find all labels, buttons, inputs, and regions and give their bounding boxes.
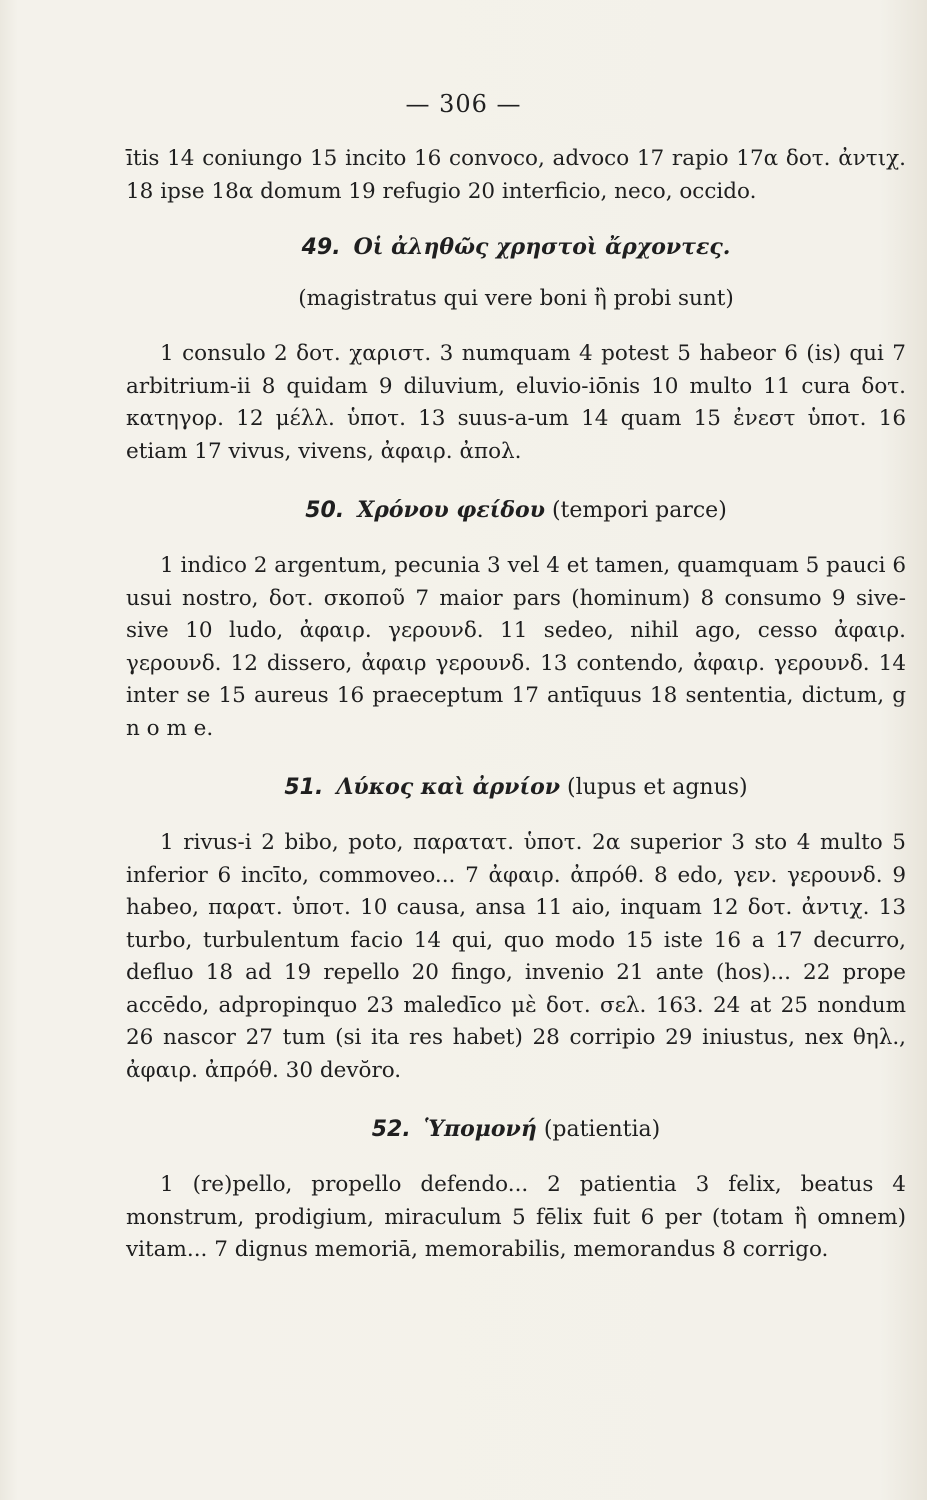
section-49-body: 1 consulo 2 δοτ. χαριστ. 3 numquam 4 potest 5 habeor 6 (is) qui 7 arbitrium-ii 8 quidam 9 diluvium, eluvio-iōnis 10 multo 11 cura δοτ. κατηγορ. 12 μέλλ. ὑποτ. 13 suus-a-um 14 quam 15 ἐνεστ ὑποτ. 16 etiam 17 vivus, vivens, ἀφαιρ. ἀπολ. [126,341,906,464]
section-latin-title: (lupus et agnus) [567,775,748,800]
section-number: 50. [305,498,345,523]
page-number: — 306 — [405,90,522,118]
spacer [126,208,906,231]
page-content [126,143,906,1267]
spacer [126,468,906,494]
section-greek-title: Οἱ ἀληθῶς χρηστοὶ ἄρχοντες. [353,234,731,260]
section-52-heading [126,1113,906,1146]
spacer [126,804,906,827]
section-51-body: 1 rivus-i 2 bibo, poto, παρατατ. ὑποτ. 2α superior 3 sto 4 multo 5 inferior 6 incīto, commoveo... 7 ἀφαιρ. ἀπρόθ. 8 edo, γεν. γερουνδ. 9 habeo, παρατ. ὑποτ. 10 causa, ansa 11 aio, inquam 12 δοτ. ἀντιχ. 13 turbo, turbulentum facio 14 qui, quo modo 15 iste 16 a 17 decurro, defluo 18 ad 19 repello 20 fingo, invenio 21 ante (hos)... 22 prope accēdo, adpropinquo 23 maledīco μὲ δοτ. σελ. 163. 24 at 25 nondum 26 nascor 27 tum (si ita res habet) 28 corripio 29 iniustus, nex θηλ., ἀφαιρ. ἀπρόθ. 30 devŏro. [126,830,906,1083]
spacer [126,745,906,771]
section-50-heading [126,494,906,527]
section-latin-title: (patientia) [543,1117,661,1142]
section-51-heading [126,771,906,804]
section-49-heading [126,231,906,264]
section-number: 49. [301,235,341,260]
spacer [126,315,906,338]
spacer [126,1087,906,1113]
intro-paragraph: ītis 14 coniungo 15 incito 16 convoco, advoco 17 rapio 17α δοτ. ἀντιχ. 18 ipse 18α domum 19 refugio 20 interficio, neco, occido. [126,146,906,204]
section-52-body: 1 (re)pello, propello defendo... 2 patientia 3 felix, beatus 4 monstrum, prodigium, miraculum 5 fēlix fuit 6 per (totam ἢ omnem) vitam... 7 dignus memoriā, memorabilis, memorandus 8 corrigo. [126,1172,906,1262]
section-50-body: 1 indico 2 argentum, pecunia 3 vel 4 et tamen, quamquam 5 pauci 6 usui nostro, δοτ. σκοποῦ 7 maior pars (hominum) 8 consumo 9 sive-sive 10 ludo, ἀφαιρ. γερουνδ. 11 sedeo, nihil ago, cesso ἀφαιρ. γερουνδ. 12 dissero, ἀφαιρ γερουνδ. 13 contendo, ἀφαιρ. γερουνδ. 14 inter se 15 aureus 16 praeceptum 17 antīquus 18 sententia, dictum, g n o m e. [126,553,906,741]
section-49-subtitle: (magistratus qui vere boni ἢ probi sunt) [298,286,734,311]
spacer [126,264,906,283]
section-greek-title: Λύκος καὶ ἀρνίον [336,774,561,800]
section-number: 52. [371,1117,411,1142]
section-latin-title: (tempori parce) [551,498,727,523]
spacer [126,1146,906,1169]
section-number: 51. [284,775,324,800]
section-greek-title: Χρόνου φείδου [357,497,545,523]
spacer [126,527,906,550]
section-greek-title: Ὑπομονή [423,1116,537,1142]
